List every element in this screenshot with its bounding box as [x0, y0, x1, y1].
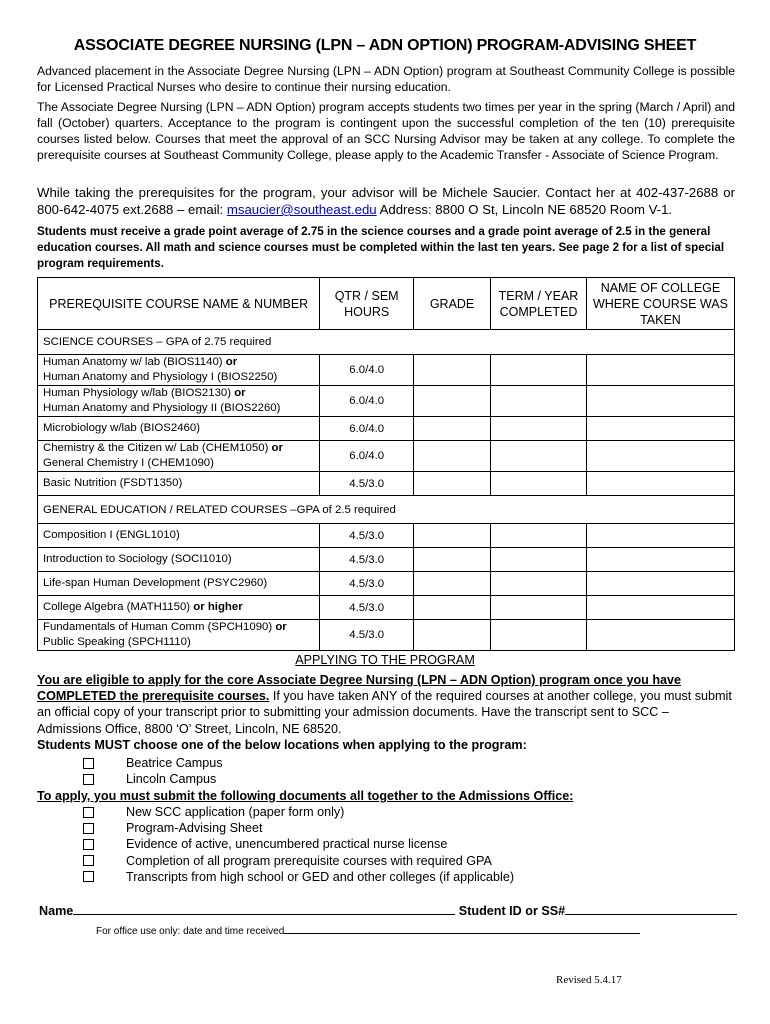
grade-cell[interactable]	[413, 441, 490, 472]
college-cell[interactable]	[586, 620, 734, 651]
table-row	[38, 620, 735, 651]
college-cell[interactable]	[586, 472, 734, 496]
term-cell[interactable]	[491, 548, 587, 572]
hours-cell: 4.5/3.0	[320, 472, 414, 496]
course-name: College Algebra (MATH1150)	[43, 601, 194, 613]
course-cell	[38, 441, 320, 472]
header-term: TERM / YEAR COMPLETED	[491, 278, 587, 330]
grade-cell[interactable]	[413, 548, 490, 572]
document-label: Evidence of active, unencumbered practical nurse license	[126, 837, 448, 852]
term-cell[interactable]	[491, 417, 587, 441]
documents-list	[80, 804, 514, 885]
grade-cell[interactable]	[413, 472, 490, 496]
term-cell[interactable]	[491, 596, 587, 620]
checkbox[interactable]	[83, 839, 94, 850]
hours-cell: 6.0/4.0	[320, 417, 414, 441]
office-use-field[interactable]	[284, 924, 640, 934]
submit-heading-text: To apply, you must submit the following documents all together to the Admissions Office:	[37, 789, 574, 803]
course-alternative: or	[234, 387, 246, 399]
course-name: Basic Nutrition (FSDT1350)	[43, 477, 183, 489]
course-cell	[38, 572, 320, 596]
name-field[interactable]	[73, 902, 455, 915]
term-cell[interactable]	[491, 441, 587, 472]
hours-cell: 4.5/3.0	[320, 572, 414, 596]
grade-cell[interactable]	[413, 417, 490, 441]
hours-cell: 4.5/3.0	[320, 524, 414, 548]
course-name: Chemistry & the Citizen w/ Lab (CHEM1050)	[43, 442, 272, 454]
course-alternative: or	[275, 621, 287, 633]
course-name: Introduction to Sociology (SOCI1010)	[43, 553, 232, 565]
college-cell[interactable]	[586, 417, 734, 441]
table-row	[38, 524, 735, 548]
location-list	[80, 755, 223, 787]
table-row	[38, 472, 735, 496]
page-title: ASSOCIATE DEGREE NURSING (LPN – ADN OPTION) PROGRAM-ADVISING SHEET	[73, 37, 697, 54]
course-alt-name: Human Anatomy and Physiology II (BIOS2260)	[43, 402, 281, 414]
course-cell	[38, 472, 320, 496]
header-course: PREREQUISITE COURSE NAME & NUMBER	[38, 278, 320, 330]
document-label: Completion of all program prerequisite courses with required GPA	[126, 853, 492, 868]
checkbox[interactable]	[83, 758, 94, 769]
science-rows	[38, 355, 735, 496]
gened-rows	[38, 524, 735, 651]
course-cell	[38, 620, 320, 651]
grade-cell[interactable]	[413, 386, 490, 417]
table-header-row	[38, 278, 735, 330]
course-name: Human Anatomy w/ lab (BIOS1140)	[43, 356, 226, 368]
office-use-label: For office use only: date and time received	[96, 926, 285, 937]
course-alternative: or	[271, 442, 283, 454]
course-alt-name: Public Speaking (SPCH1110)	[43, 636, 191, 648]
course-name: Microbiology w/lab (BIOS2460)	[43, 422, 201, 434]
section-row-science	[38, 330, 735, 355]
hours-cell: 4.5/3.0	[320, 596, 414, 620]
header-hours: QTR / SEM HOURS	[320, 278, 414, 330]
term-cell[interactable]	[491, 572, 587, 596]
table-row	[38, 386, 735, 417]
course-cell	[38, 548, 320, 572]
science-section-label: SCIENCE COURSES – GPA of 2.75 required	[38, 330, 735, 355]
advisor-paragraph	[37, 184, 735, 218]
term-cell[interactable]	[491, 620, 587, 651]
table-row	[38, 441, 735, 472]
college-cell[interactable]	[586, 386, 734, 417]
hours-cell: 6.0/4.0	[320, 441, 414, 472]
eligible-statement: You are eligible to apply for the core Associate Degree Nursing (LPN – ADN Option) program once you have COMPLETED the prerequisite courses.	[37, 673, 682, 704]
term-cell[interactable]	[491, 472, 587, 496]
hours-cell: 4.5/3.0	[320, 620, 414, 651]
grade-cell[interactable]	[413, 572, 490, 596]
course-cell	[38, 524, 320, 548]
course-alternative: or higher	[193, 601, 243, 613]
intro-paragraph-2: The Associate Degree Nursing (LPN – ADN Option) program accepts students two times per year in the spring (March / April) and fall (October) quarters. Acceptance to the program is contingent upon the successful completion of the ten (10) prerequisite courses listed below. Courses that meet the approval of an SCC Nursing Advisor may be taken at any college. To complete the prerequisite courses at Southeast Community College, please apply to the Academic Transfer - Associate of Science Program.	[37, 100, 735, 162]
signature-line	[39, 902, 737, 918]
document-label: Transcripts from high school or GED and other colleges (if applicable)	[126, 869, 515, 884]
revision-note: Revised 5.4.17	[556, 974, 622, 986]
college-cell[interactable]	[586, 572, 734, 596]
course-alternative: or	[225, 356, 238, 368]
term-cell[interactable]	[491, 386, 587, 417]
gpa-notice: Students must receive a grade point average of 2.75 in the science courses and a grade point average of 2.5 in the general education courses. All math and science courses must be completed within the last ten years. See page 2 for a list of special program requirements.	[37, 225, 725, 270]
course-cell	[38, 417, 320, 441]
student-id-label: Student ID or SS#	[455, 904, 566, 918]
grade-cell[interactable]	[413, 596, 490, 620]
name-label: Name	[39, 904, 74, 918]
document-item	[80, 820, 514, 836]
course-alt-name: General Chemistry I (CHEM1090)	[43, 457, 214, 469]
choose-location-statement: Students MUST choose one of the below locations when applying to the program:	[37, 737, 527, 752]
checkbox[interactable]	[83, 774, 94, 785]
header-grade: GRADE	[413, 278, 490, 330]
document-item	[80, 853, 514, 869]
term-cell[interactable]	[491, 355, 587, 386]
office-use-line	[96, 924, 640, 937]
gened-section-label: GENERAL EDUCATION / RELATED COURSES –GPA of 2.5 required	[38, 496, 735, 524]
submit-heading	[37, 788, 735, 804]
checkbox[interactable]	[83, 823, 94, 834]
grade-cell[interactable]	[413, 524, 490, 548]
location-label: Lincoln Campus	[126, 772, 217, 787]
hours-cell: 6.0/4.0	[320, 355, 414, 386]
course-cell	[38, 596, 320, 620]
grade-cell[interactable]	[413, 620, 490, 651]
course-name: Composition I (ENGL1010)	[43, 529, 180, 541]
intro-paragraph-1: Advanced placement in the Associate Degree Nursing (LPN – ADN Option) program at Southeast Community College is possible for Licensed Practical Nurses who desire to continue their nursing education.	[37, 64, 735, 94]
checkbox[interactable]	[83, 807, 94, 818]
document-item	[80, 836, 514, 852]
checkbox[interactable]	[83, 871, 94, 882]
location-option	[80, 755, 223, 771]
document-item	[80, 869, 514, 885]
course-cell	[38, 386, 320, 417]
table-row	[38, 417, 735, 441]
course-cell	[38, 355, 320, 386]
course-name: Fundamentals of Human Comm (SPCH1090)	[43, 621, 276, 633]
course-alt-name: Human Anatomy and Physiology I (BIOS2250)	[43, 371, 278, 383]
checkbox[interactable]	[83, 855, 94, 866]
document-item	[80, 804, 514, 820]
table-row	[38, 572, 735, 596]
applying-heading: APPLYING TO THE PROGRAM	[295, 653, 475, 667]
course-name: Human Physiology w/lab (BIOS2130)	[43, 387, 235, 399]
location-option	[80, 771, 223, 787]
hours-cell: 4.5/3.0	[320, 548, 414, 572]
college-cell[interactable]	[586, 355, 734, 386]
transcript-statement: If you have taken ANY of the required courses at another college, you must submit an official copy of your transcript prior to submitting your admission documents. Have the transcript sent to SCC – Admissions Office, 8800 ‘O’ Street, Lincoln, NE 68520.	[37, 689, 732, 736]
hours-cell: 6.0/4.0	[320, 386, 414, 417]
table-row	[38, 548, 735, 572]
prerequisite-table	[37, 277, 735, 651]
college-cell[interactable]	[586, 548, 734, 572]
table-row	[38, 355, 735, 386]
header-college: NAME OF COLLEGE WHERE COURSE WAS TAKEN	[586, 278, 734, 330]
student-id-field[interactable]	[565, 902, 737, 915]
applying-text	[37, 672, 735, 753]
document-label: Program-Advising Sheet	[126, 821, 263, 836]
advisor-text: While taking the prerequisites for the program, your advisor will be Michele Saucier. Contact her at 402-437-2688 or 800-642-4075 ext.2688 – email:	[37, 185, 735, 217]
college-cell[interactable]	[586, 524, 734, 548]
advisor-email-link[interactable]: msaucier@southeast.edu	[226, 202, 377, 217]
location-label: Beatrice Campus	[126, 756, 223, 770]
grade-cell[interactable]	[413, 355, 490, 386]
document-label: New SCC application (paper form only)	[126, 805, 345, 819]
section-row-gened	[38, 496, 735, 524]
term-cell[interactable]	[491, 524, 587, 548]
advisor-address: Address: 8800 O St, Lincoln NE 68520 Room V-1.	[376, 202, 673, 217]
course-name: Life-span Human Development (PSYC2960)	[43, 577, 268, 589]
college-cell[interactable]	[586, 441, 734, 472]
table-row	[38, 596, 735, 620]
college-cell[interactable]	[586, 596, 734, 620]
